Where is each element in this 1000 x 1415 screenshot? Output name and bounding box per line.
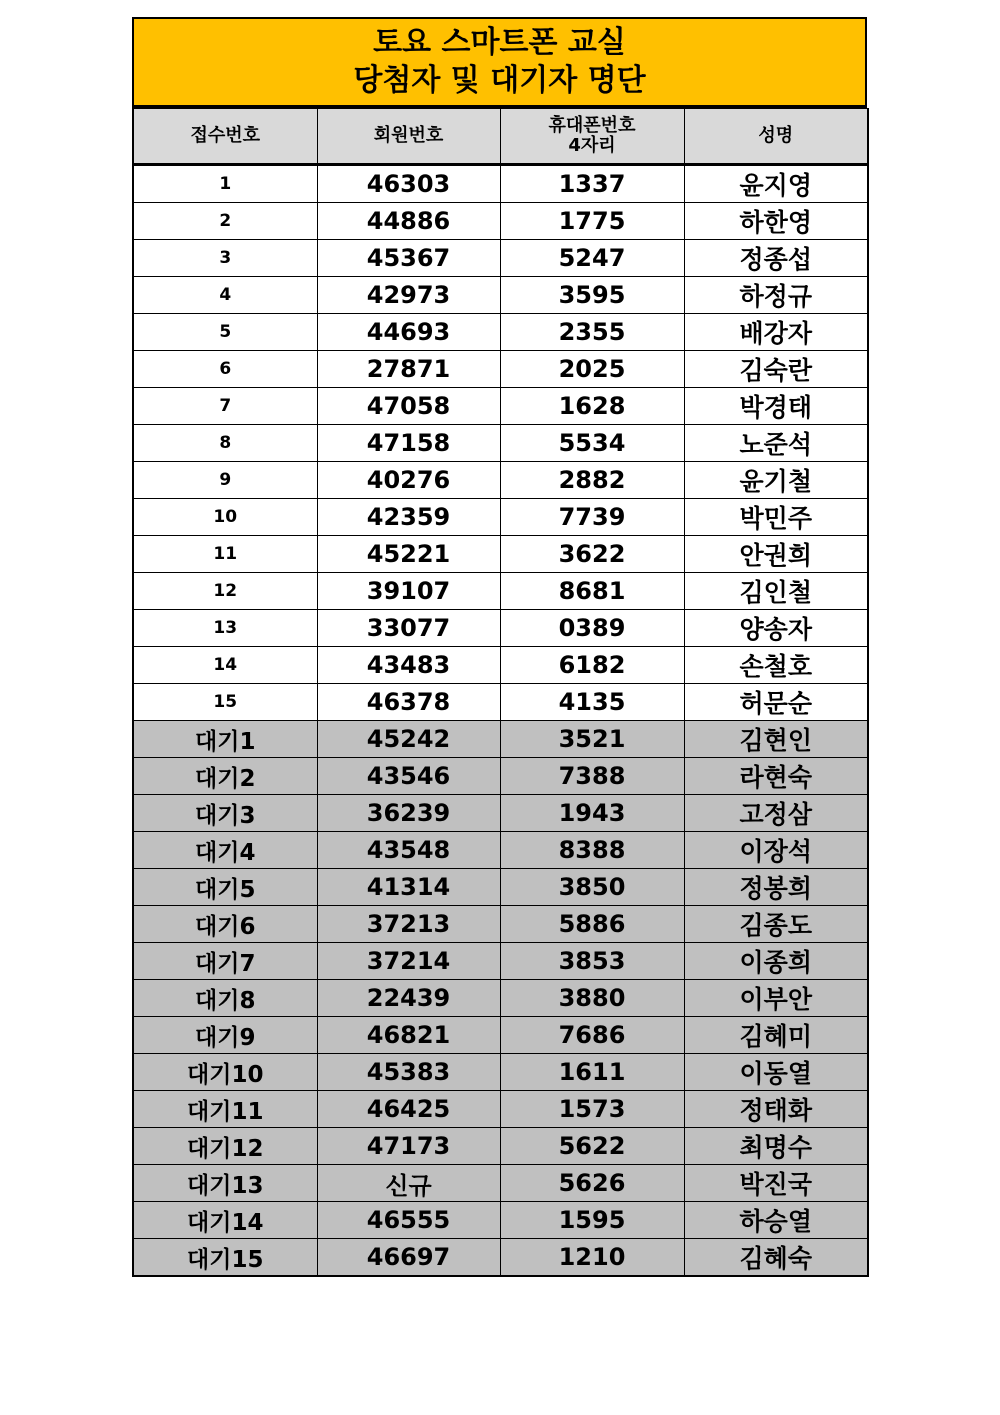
waitlist-row: [133, 721, 868, 758]
table-header: [133, 109, 868, 165]
column-header-phone-line-2: 4자리: [568, 135, 616, 156]
phone-digits-cell: 4135: [500, 684, 684, 721]
member-no-cell: 46303: [317, 165, 500, 203]
column-header-phone-line-1: 휴대폰번호: [548, 115, 636, 136]
receipt-no-cell: 대기11: [133, 1091, 317, 1128]
member-no-cell: 43548: [317, 832, 500, 869]
phone-digits-cell: 5626: [500, 1165, 684, 1202]
receipt-no-cell: 10: [133, 499, 317, 536]
member-no-cell: 47173: [317, 1128, 500, 1165]
phone-digits-cell: 2025: [500, 351, 684, 388]
phone-digits-cell: 1210: [500, 1239, 684, 1277]
member-no-cell: 41314: [317, 869, 500, 906]
name-cell: 최명수: [684, 1128, 868, 1165]
roster-sheet: [132, 17, 867, 1277]
receipt-no-cell: 13: [133, 610, 317, 647]
phone-digits-cell: 5886: [500, 906, 684, 943]
phone-digits-cell: 1611: [500, 1054, 684, 1091]
phone-digits-cell: 3880: [500, 980, 684, 1017]
waitlist-row: [133, 1165, 868, 1202]
member-no-cell: 46821: [317, 1017, 500, 1054]
member-no-cell: 33077: [317, 610, 500, 647]
waitlist-row: [133, 758, 868, 795]
phone-digits-cell: 1628: [500, 388, 684, 425]
winner-row: [133, 462, 868, 499]
name-cell: 김인철: [684, 573, 868, 610]
member-no-cell: 22439: [317, 980, 500, 1017]
receipt-no-cell: 2: [133, 203, 317, 240]
winner-row: [133, 203, 868, 240]
winner-row: [133, 499, 868, 536]
waitlist-row: [133, 980, 868, 1017]
name-cell: 허문순: [684, 684, 868, 721]
phone-digits-cell: 3521: [500, 721, 684, 758]
phone-digits-cell: 7388: [500, 758, 684, 795]
name-cell: 윤기철: [684, 462, 868, 499]
name-cell: 손철호: [684, 647, 868, 684]
member-no-cell: 42359: [317, 499, 500, 536]
member-no-cell: 40276: [317, 462, 500, 499]
receipt-no-cell: 대기15: [133, 1239, 317, 1277]
receipt-no-cell: 대기5: [133, 869, 317, 906]
receipt-no-cell: 3: [133, 240, 317, 277]
table-body: [133, 165, 868, 1277]
member-no-cell: 45367: [317, 240, 500, 277]
winner-row: [133, 351, 868, 388]
waitlist-row: [133, 943, 868, 980]
name-cell: 배강자: [684, 314, 868, 351]
member-no-cell: 44886: [317, 203, 500, 240]
name-cell: 노준석: [684, 425, 868, 462]
member-no-cell: 46697: [317, 1239, 500, 1277]
phone-digits-cell: 6182: [500, 647, 684, 684]
winner-row: [133, 314, 868, 351]
name-cell: 하정규: [684, 277, 868, 314]
winner-row: [133, 647, 868, 684]
phone-digits-cell: 0389: [500, 610, 684, 647]
receipt-no-cell: 대기14: [133, 1202, 317, 1239]
winner-row: [133, 425, 868, 462]
receipt-no-cell: 대기1: [133, 721, 317, 758]
name-cell: 라현숙: [684, 758, 868, 795]
phone-digits-cell: 3622: [500, 536, 684, 573]
phone-digits-cell: 3850: [500, 869, 684, 906]
waitlist-row: [133, 832, 868, 869]
name-cell: 김혜미: [684, 1017, 868, 1054]
name-cell: 윤지영: [684, 165, 868, 203]
column-header-member-no: 회원번호: [317, 109, 500, 165]
name-cell: 양송자: [684, 610, 868, 647]
member-no-cell: 43483: [317, 647, 500, 684]
phone-digits-cell: 1943: [500, 795, 684, 832]
member-no-cell: 46425: [317, 1091, 500, 1128]
member-no-cell: 45221: [317, 536, 500, 573]
winner-row: [133, 165, 868, 203]
name-cell: 박경태: [684, 388, 868, 425]
member-no-cell: 45383: [317, 1054, 500, 1091]
phone-digits-cell: 3853: [500, 943, 684, 980]
phone-digits-cell: 1775: [500, 203, 684, 240]
receipt-no-cell: 1: [133, 165, 317, 203]
receipt-no-cell: 14: [133, 647, 317, 684]
winner-row: [133, 573, 868, 610]
member-no-cell: 39107: [317, 573, 500, 610]
waitlist-row: [133, 1054, 868, 1091]
name-cell: 이동열: [684, 1054, 868, 1091]
receipt-no-cell: 대기7: [133, 943, 317, 980]
waitlist-row: [133, 1202, 868, 1239]
phone-digits-cell: 5534: [500, 425, 684, 462]
name-cell: 하승열: [684, 1202, 868, 1239]
waitlist-row: [133, 1128, 868, 1165]
winner-row: [133, 610, 868, 647]
title-line-1: 토요 스마트폰 교실: [373, 25, 626, 60]
name-cell: 박민주: [684, 499, 868, 536]
member-no-cell: 27871: [317, 351, 500, 388]
phone-digits-cell: 3595: [500, 277, 684, 314]
waitlist-row: [133, 1239, 868, 1277]
winner-row: [133, 277, 868, 314]
waitlist-row: [133, 795, 868, 832]
receipt-no-cell: 대기4: [133, 832, 317, 869]
name-cell: 고정삼: [684, 795, 868, 832]
column-header-name: 성명: [684, 109, 868, 165]
name-cell: 정태화: [684, 1091, 868, 1128]
column-header-phone: [500, 109, 684, 165]
phone-digits-cell: 5622: [500, 1128, 684, 1165]
name-cell: 김종도: [684, 906, 868, 943]
member-no-cell: 47058: [317, 388, 500, 425]
waitlist-row: [133, 1091, 868, 1128]
member-no-cell: 37214: [317, 943, 500, 980]
phone-digits-cell: 7739: [500, 499, 684, 536]
waitlist-row: [133, 869, 868, 906]
receipt-no-cell: 6: [133, 351, 317, 388]
phone-digits-cell: 1573: [500, 1091, 684, 1128]
name-cell: 김혜숙: [684, 1239, 868, 1277]
member-no-cell: 36239: [317, 795, 500, 832]
receipt-no-cell: 대기3: [133, 795, 317, 832]
name-cell: 안권희: [684, 536, 868, 573]
name-cell: 정봉희: [684, 869, 868, 906]
receipt-no-cell: 대기10: [133, 1054, 317, 1091]
phone-digits-cell: 2355: [500, 314, 684, 351]
title-line-2: 당첨자 및 대기자 명단: [353, 63, 646, 98]
member-no-cell: 46378: [317, 684, 500, 721]
receipt-no-cell: 9: [133, 462, 317, 499]
name-cell: 김현인: [684, 721, 868, 758]
phone-digits-cell: 8681: [500, 573, 684, 610]
name-cell: 이부안: [684, 980, 868, 1017]
name-cell: 하한영: [684, 203, 868, 240]
waitlist-row: [133, 906, 868, 943]
name-cell: 김숙란: [684, 351, 868, 388]
phone-digits-cell: 2882: [500, 462, 684, 499]
receipt-no-cell: 대기8: [133, 980, 317, 1017]
name-cell: 박진국: [684, 1165, 868, 1202]
receipt-no-cell: 대기12: [133, 1128, 317, 1165]
winner-row: [133, 240, 868, 277]
member-no-cell: 신규: [317, 1165, 500, 1202]
receipt-no-cell: 7: [133, 388, 317, 425]
receipt-no-cell: 5: [133, 314, 317, 351]
member-no-cell: 42973: [317, 277, 500, 314]
receipt-no-cell: 대기9: [133, 1017, 317, 1054]
phone-digits-cell: 7686: [500, 1017, 684, 1054]
receipt-no-cell: 11: [133, 536, 317, 573]
waitlist-row: [133, 1017, 868, 1054]
phone-digits-cell: 8388: [500, 832, 684, 869]
member-no-cell: 44693: [317, 314, 500, 351]
receipt-no-cell: 대기2: [133, 758, 317, 795]
member-no-cell: 47158: [317, 425, 500, 462]
receipt-no-cell: 대기13: [133, 1165, 317, 1202]
receipt-no-cell: 8: [133, 425, 317, 462]
receipt-no-cell: 4: [133, 277, 317, 314]
receipt-no-cell: 대기6: [133, 906, 317, 943]
name-cell: 이종희: [684, 943, 868, 980]
receipt-no-cell: 15: [133, 684, 317, 721]
phone-digits-cell: 1337: [500, 165, 684, 203]
receipt-no-cell: 12: [133, 573, 317, 610]
name-cell: 정종섭: [684, 240, 868, 277]
member-no-cell: 37213: [317, 906, 500, 943]
name-cell: 이장석: [684, 832, 868, 869]
title-banner: [132, 17, 867, 108]
phone-digits-cell: 1595: [500, 1202, 684, 1239]
column-header-receipt-no: 접수번호: [133, 109, 317, 165]
winner-row: [133, 388, 868, 425]
member-no-cell: 43546: [317, 758, 500, 795]
member-no-cell: 46555: [317, 1202, 500, 1239]
roster-table: [132, 108, 869, 1277]
member-no-cell: 45242: [317, 721, 500, 758]
winner-row: [133, 684, 868, 721]
phone-digits-cell: 5247: [500, 240, 684, 277]
winner-row: [133, 536, 868, 573]
